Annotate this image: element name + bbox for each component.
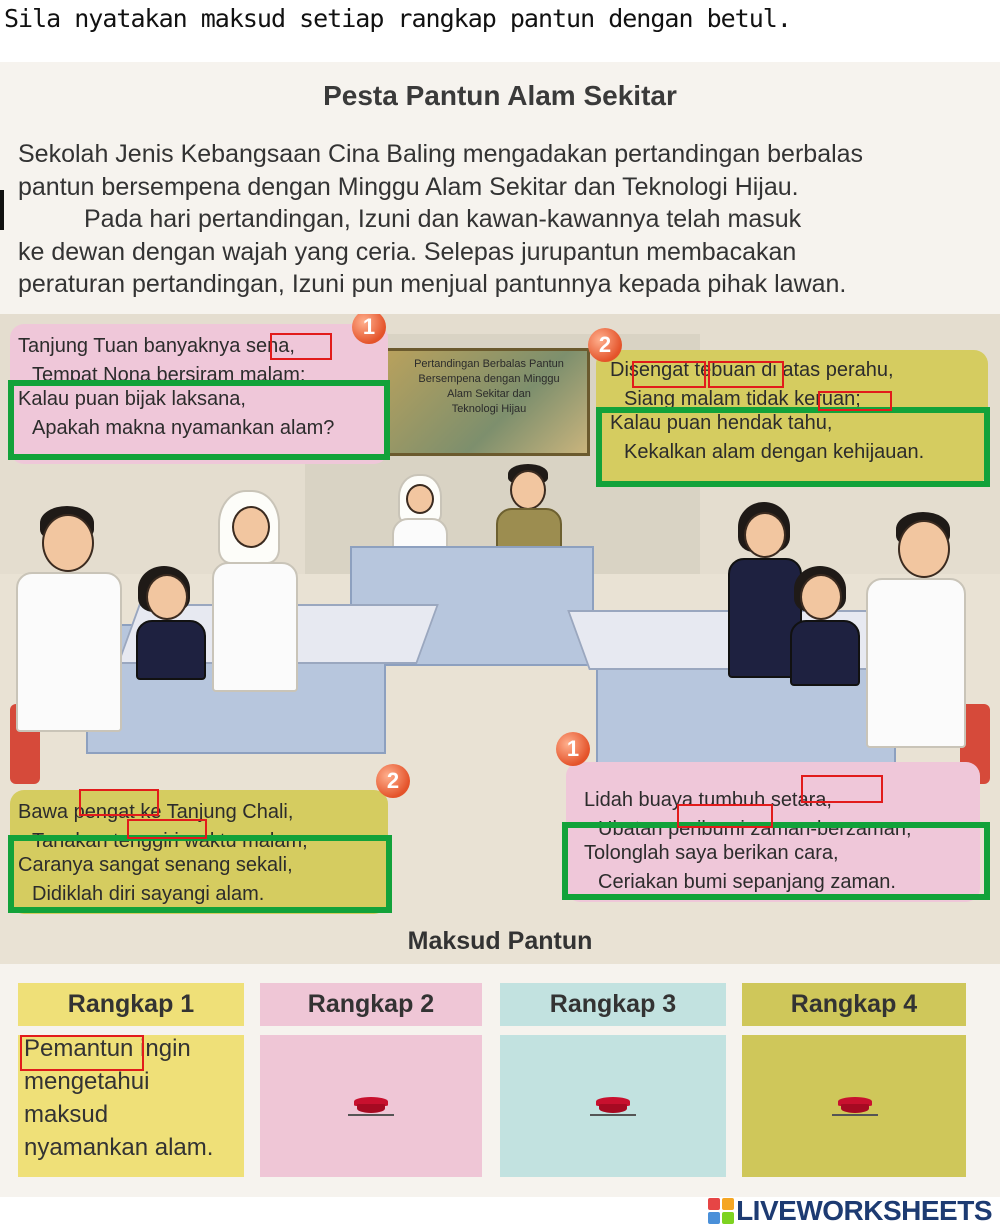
banner-line: Pertandingan Berbalas Pantun (414, 358, 564, 370)
answer-cell-rangkap-2[interactable] (260, 1035, 482, 1177)
answer-line: mengetahui (24, 1068, 150, 1095)
highlight-box-meaning (8, 380, 390, 460)
competition-banner (385, 348, 590, 456)
key-word: keruan; (794, 388, 861, 409)
pantun-text: Tanjung Tuan banyaknya (18, 335, 246, 357)
pantun-text: Siang malam tidak (624, 388, 795, 409)
key-word: setara, (770, 789, 832, 811)
student-girl-face (744, 512, 786, 558)
answer-line: maksud (24, 1101, 109, 1128)
pantun-text: Lidah buaya tumbuh (584, 789, 771, 811)
highlight-box-word (801, 775, 883, 803)
speak-lips-icon[interactable] (596, 1097, 630, 1113)
stanza-number-marker: 1 (556, 732, 590, 766)
intro-line: pantun bersempena dengan Minggu Alam Sekitar dan Teknologi Hijau. (18, 172, 799, 201)
highlight-box-meaning (8, 835, 392, 913)
column-header-rangkap-1: Rangkap 1 (18, 983, 244, 1026)
key-word: peribumi (668, 818, 745, 839)
pantun-line: Kalau puan hendak tahu, (610, 412, 833, 434)
banner-line: Alam Sekitar dan (447, 388, 531, 400)
highlight-box-word (632, 361, 706, 388)
pantun-text: Ubatan (598, 818, 669, 839)
student-boy-face (898, 520, 950, 578)
banner-text (396, 357, 582, 417)
key-word: tenggiri (113, 830, 179, 851)
pantun-text: Bawa (18, 801, 74, 823)
key-word: pengat (73, 801, 135, 823)
answer-line: nyamankan alam. (24, 1134, 214, 1161)
highlight-box-word (270, 333, 332, 360)
liveworksheets-logo (708, 1196, 992, 1226)
student-girl-body (790, 620, 860, 686)
logo-mark-icon (708, 1198, 734, 1224)
intro-line: Pada hari pertandingan, Izuni dan kawan-kawannya telah masuk (84, 205, 802, 233)
student-girl-face (800, 574, 842, 620)
highlight-box-word (20, 1035, 144, 1071)
speak-lips-icon[interactable] (354, 1097, 388, 1113)
answer-key-word: Pemantun (24, 1035, 134, 1062)
instruction-text: Sila nyatakan maksud setiap rangkap pantun dengan betul. (4, 4, 791, 33)
pantun-line: Apakah makna nyamankan alam? (32, 417, 335, 439)
pantun-text: zaman-berzaman; (744, 818, 912, 839)
stanza-number-marker: 2 (588, 328, 622, 362)
highlight-box-word (79, 789, 159, 816)
textbook-page (0, 62, 1000, 1197)
page-title: Pesta Pantun Alam Sekitar (323, 80, 677, 111)
pantun-line: Kalau puan bijak laksana, (18, 388, 246, 410)
izuni-body (212, 562, 298, 692)
column-header-rangkap-4: Rangkap 4 (742, 983, 966, 1026)
key-word: sena, (245, 335, 295, 357)
judge-male-face (510, 470, 546, 510)
answer-cell-rangkap-4[interactable] (742, 1035, 966, 1177)
column-header-rangkap-2: Rangkap 2 (260, 983, 482, 1026)
highlight-box-word (708, 361, 784, 388)
pantun-text: di atas perahu, (755, 359, 894, 381)
answer-cell-rangkap-3[interactable] (500, 1035, 726, 1177)
answer-text: ingin (133, 1035, 191, 1062)
pantun-line: Ceriakan bumi sepanjang zaman. (598, 871, 896, 893)
pantun-line: Didiklah diri sayangi alam. (32, 883, 265, 905)
student-girl-face (146, 574, 188, 620)
pantun-line: Kekalkan alam dengan kehijauan. (624, 441, 925, 463)
highlight-box-word (127, 819, 207, 839)
intro-line: ke dewan dengan wajah yang ceria. Selepas jurupantun membacakan (18, 237, 797, 266)
student-boy-face (42, 514, 94, 572)
judge-female-face (406, 484, 434, 514)
maksud-title: Maksud Pantun (407, 927, 593, 955)
stanza-number-marker: 1 (352, 314, 386, 344)
izuni-face (232, 506, 270, 548)
pantun-text: waktu malam; (178, 830, 308, 851)
speak-lips-icon[interactable] (838, 1097, 872, 1113)
pantun-text: Tanakan (32, 830, 114, 851)
student-boy-body (16, 572, 122, 732)
pantun-text: ke Tanjung Chali, (134, 801, 294, 823)
key-word: tebuan (694, 359, 756, 381)
banner-line: Bersempena dengan Minggu (418, 373, 560, 385)
student-girl-body (136, 620, 206, 680)
banner-line: Teknologi Hijau (451, 403, 527, 415)
pantun-line: Tolonglah saya berikan cara, (584, 842, 839, 864)
stanza-number-marker: 2 (376, 764, 410, 798)
intro-line: peraturan pertandingan, Izuni pun menjual pantunnya kepada pihak lawan. (18, 270, 847, 298)
highlight-box-word (677, 804, 773, 828)
pantun-line: Caranya sangat senang sekali, (18, 854, 293, 876)
margin-mark (0, 190, 4, 230)
student-boy-body (866, 578, 966, 748)
column-header-rangkap-3: Rangkap 3 (500, 983, 726, 1026)
pantun-line: Tempat Nona bersiram malam; (32, 364, 306, 385)
intro-line: Sekolah Jenis Kebangsaan Cina Baling mengadakan pertandingan berbalas (18, 140, 864, 168)
highlight-box-word (818, 391, 892, 411)
highlight-box-meaning (562, 822, 990, 900)
key-word: sengat (628, 359, 689, 381)
pantun-text: Di (610, 359, 629, 381)
highlight-box-meaning (596, 407, 990, 487)
intro-paragraph (18, 138, 978, 301)
logo-text: LIVEWORKSHEETS (736, 1195, 992, 1226)
